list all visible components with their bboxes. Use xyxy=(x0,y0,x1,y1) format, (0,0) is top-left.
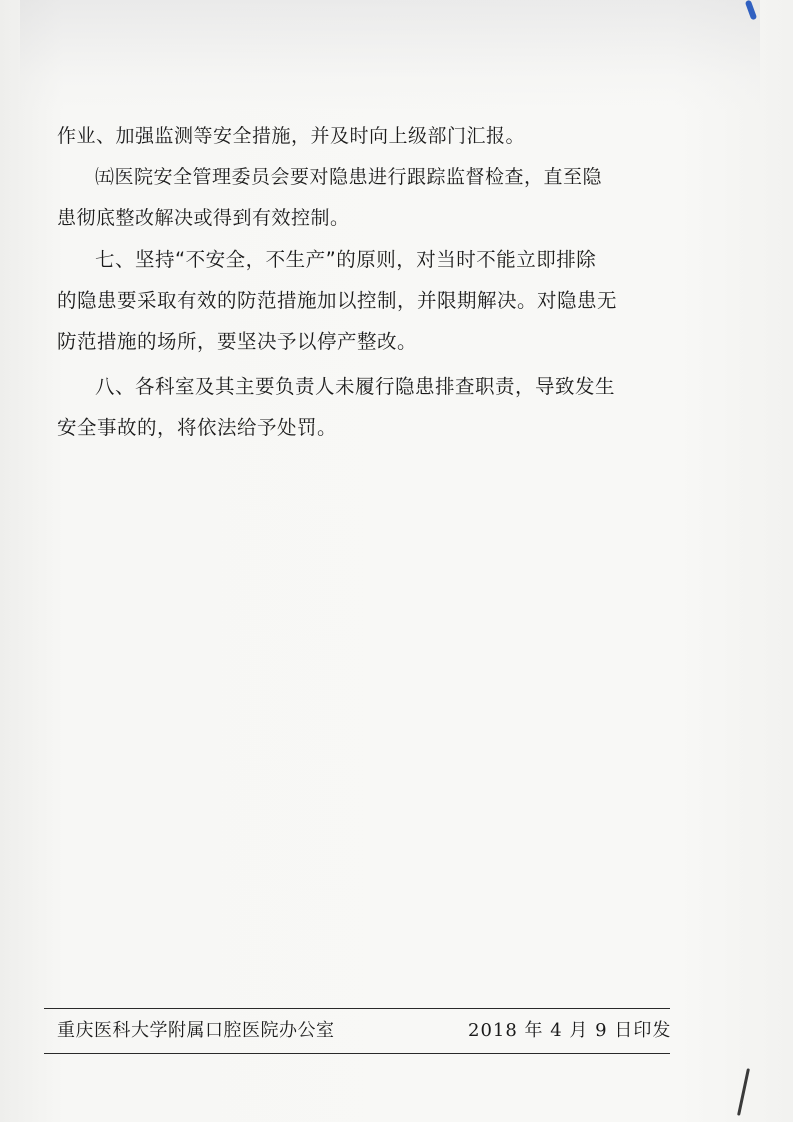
paragraph-line: 七、坚持“不安全，不生产”的原则，对当时不能立即排除 xyxy=(95,248,597,271)
paragraph-line: 作业、加强监测等安全措施，并及时向上级部门汇报。 xyxy=(57,125,526,147)
footer-divider-top xyxy=(44,1008,670,1009)
scan-edge-mark xyxy=(737,1068,750,1116)
scan-bleed-through xyxy=(20,0,760,110)
paragraph-article-8 xyxy=(57,366,667,448)
footer-print-date: 2018 年 4 月 9 日印发 xyxy=(468,1020,672,1041)
paragraph-article-7 xyxy=(57,239,667,362)
paragraph-line: 的隐患要采取有效的防范措施加以控制，并限期解决。对隐患无 xyxy=(57,289,618,312)
paragraph-measures-end xyxy=(57,116,667,157)
footer-divider-bottom xyxy=(44,1053,670,1054)
paragraph-line: 安全事故的，将依法给予处罚。 xyxy=(57,416,338,439)
paragraph-line: 患彻底整改解决或得到有效控制。 xyxy=(57,207,350,229)
footer-issuer: 重庆医科大学附属口腔医院办公室 xyxy=(57,1020,335,1041)
paragraph-line: 防范措施的场所，要坚决予以停产整改。 xyxy=(57,330,418,353)
paragraph-line: ㈤医院安全管理委员会要对隐患进行跟踪监督检查，直至隐 xyxy=(95,166,603,188)
paragraph-item-5 xyxy=(57,157,667,239)
paragraph-line: 八、各科室及其主要负责人未履行隐患排查职责，导致发生 xyxy=(95,375,616,398)
